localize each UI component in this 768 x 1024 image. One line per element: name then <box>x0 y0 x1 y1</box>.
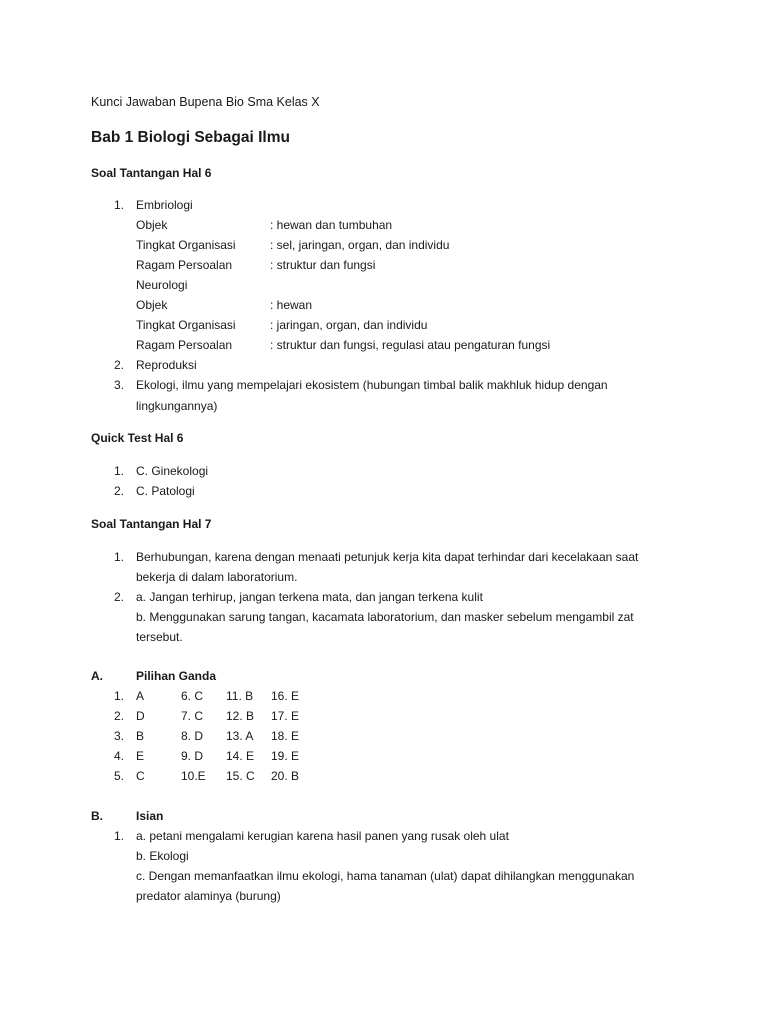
answer-cell: 19. E <box>271 749 300 763</box>
row-label: Ragam Persoalan <box>136 258 233 272</box>
answer-cell: 7. C <box>181 709 204 723</box>
answer-cell: 6. C <box>181 689 204 703</box>
row-label: Tingkat Organisasi <box>136 238 236 252</box>
list-item-text: Reproduksi <box>136 358 197 372</box>
answer-cell: D <box>136 709 145 723</box>
section-heading-pilihan-ganda: Pilihan Ganda <box>136 669 217 683</box>
list-number: 1. <box>113 198 124 212</box>
section-letter-a: A. <box>91 669 103 683</box>
topic-embriologi: Embriologi <box>136 198 193 212</box>
answer-cell: 16. E <box>271 689 300 703</box>
answer-cell: 14. E <box>226 749 255 763</box>
list-item-text: predator alaminya (burung) <box>136 889 281 903</box>
list-item-text: Ekologi, ilmu yang mempelajari ekosistem (hubungan timbal balik makhluk hidup dengan <box>136 378 608 392</box>
list-number: 2. <box>113 358 124 372</box>
list-item-text: b. Ekologi <box>136 849 189 863</box>
chapter-title: Bab 1 Biologi Sebagai Ilmu <box>91 129 290 146</box>
row-label: Tingkat Organisasi <box>136 318 236 332</box>
row-value: : hewan <box>270 298 313 312</box>
row-value: : struktur dan fungsi, regulasi atau pengaturan fungsi <box>270 338 551 352</box>
list-item-text: bekerja di dalam laboratorium. <box>136 570 298 584</box>
answer-cell: 13. A <box>226 729 254 743</box>
answer-cell: A <box>136 689 145 703</box>
list-item-text: tersebut. <box>136 630 183 644</box>
section-heading-soal-tantangan-6: Soal Tantangan Hal 6 <box>91 166 212 180</box>
list-number: 4. <box>113 749 124 763</box>
list-item-text: lingkungannya) <box>136 399 218 413</box>
list-item-text: c. Dengan memanfaatkan ilmu ekologi, hama tanaman (ulat) dapat dihilangkan menggunakan <box>136 869 635 883</box>
topic-neurologi: Neurologi <box>136 278 188 292</box>
list-number: 1. <box>113 829 124 843</box>
section-heading-soal-tantangan-7: Soal Tantangan Hal 7 <box>91 517 212 531</box>
list-number: 2. <box>113 590 124 604</box>
list-number: 5. <box>113 769 124 783</box>
answer-cell: 8. D <box>181 729 204 743</box>
answer-cell: B <box>136 729 145 743</box>
list-number: 1. <box>113 550 124 564</box>
list-number: 1. <box>113 464 124 478</box>
section-letter-b: B. <box>91 809 103 823</box>
row-value: : hewan dan tumbuhan <box>270 218 393 232</box>
answer-cell: 11. B <box>226 689 254 703</box>
row-value: : sel, jaringan, organ, dan individu <box>270 238 450 252</box>
list-number: 1. <box>113 689 124 703</box>
row-label: Objek <box>136 218 168 232</box>
list-item-text: C. Patologi <box>136 484 195 498</box>
list-item-text: b. Menggunakan sarung tangan, kacamata laboratorium, dan masker sebelum mengambil zat <box>136 610 634 624</box>
list-number: 3. <box>113 378 124 392</box>
list-item-text: Berhubungan, karena dengan menaati petunjuk kerja kita dapat terhindar dari kecelakaan saat <box>136 550 639 564</box>
section-heading-quick-test-6: Quick Test Hal 6 <box>91 431 184 445</box>
row-value: : struktur dan fungsi <box>270 258 376 272</box>
list-item-text: C. Ginekologi <box>136 464 209 478</box>
answer-cell: 17. E <box>271 709 300 723</box>
answer-cell: 15. C <box>226 769 255 783</box>
answer-cell: E <box>136 749 145 763</box>
row-value: : jaringan, organ, dan individu <box>270 318 428 332</box>
document-title: Kunci Jawaban Bupena Bio Sma Kelas X <box>91 95 320 109</box>
answer-cell: 20. B <box>271 769 300 783</box>
row-label: Ragam Persoalan <box>136 338 233 352</box>
answer-cell: 18. E <box>271 729 300 743</box>
list-number: 3. <box>113 729 124 743</box>
section-heading-isian: Isian <box>136 809 164 823</box>
answer-cell: 10.E <box>181 769 206 783</box>
row-label: Objek <box>136 298 168 312</box>
list-number: 2. <box>113 709 124 723</box>
list-item-text: a. petani mengalami kerugian karena hasil panen yang rusak oleh ulat <box>136 829 509 843</box>
answer-cell: C <box>136 769 145 783</box>
list-number: 2. <box>113 484 124 498</box>
answer-cell: 12. B <box>226 709 255 723</box>
list-item-text: a. Jangan terhirup, jangan terkena mata, dan jangan terkena kulit <box>136 590 483 604</box>
answer-cell: 9. D <box>181 749 204 763</box>
